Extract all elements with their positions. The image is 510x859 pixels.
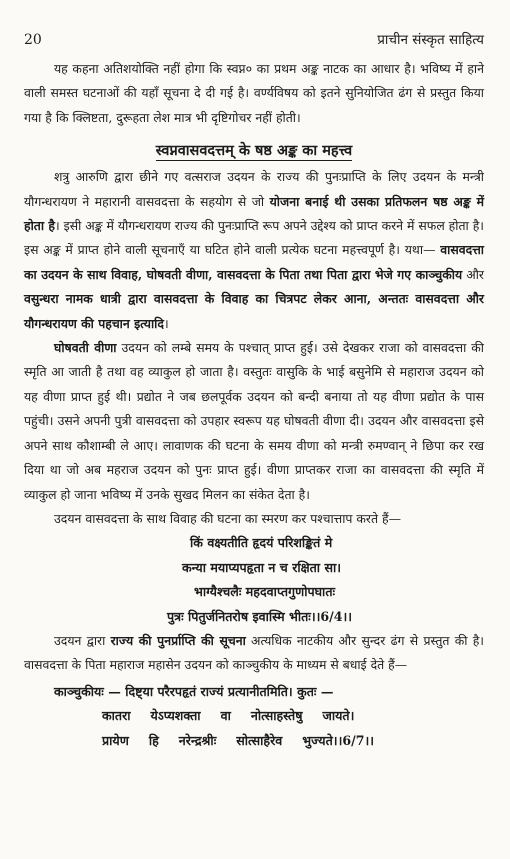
paragraph-kingdom (24, 629, 484, 678)
verse-line (24, 704, 484, 728)
verse-word: नोत्साहस्तेषु (250, 708, 303, 724)
paragraph-veena (24, 336, 484, 507)
verse-word: प्रायेण (102, 732, 129, 748)
bold-run: राज्य की पुनर्प्राप्ति की सूचना (110, 632, 246, 648)
verse-line: पुत्रः पितुर्जनितरोष इवास्मि भीतः।।6/4।। (167, 608, 353, 624)
verse-word: येऽप्यशक्ता (150, 708, 201, 724)
verse-word: कातरा (102, 708, 131, 724)
verse-word: जायते। (322, 708, 355, 724)
text-run: । (163, 315, 169, 331)
verse-line: किं वक्ष्यतीति हृदयं परिशङ्कितं मे (190, 535, 333, 551)
text-run: अत्यधिक नाटकीय और सुन्दर ढंग से प्रस्तुत की है। वासवदत्ता के पिता महाराज महासेन उदयन को काञ्चुकीय के माध्यम से बधाई देते हैं— (24, 632, 484, 673)
paragraph-plot (24, 165, 484, 336)
bold-run: वसुन्धरा नामक धात्री द्वारा वासवदत्ता के विवाह का चित्रपट लेकर आना, अन्ततः वासवदत्ता और यौगन्धरायण की पहचान इत्यादि (24, 291, 484, 331)
bold-run: घोषवती वीणा (54, 340, 117, 356)
text-run: और (462, 266, 484, 282)
verse-block-6-7 (24, 704, 484, 753)
bold-run: वासवदत्ता का उदयन के साथ विवाह, घोषवती वीणा, वासवदत्ता के पिता तथा पिता द्वारा भेजे गए काञ्चुकीय (24, 242, 484, 282)
verse-line (24, 729, 484, 753)
verse-word: हि (148, 732, 159, 748)
section-heading (24, 140, 484, 162)
page-header (24, 30, 484, 48)
section-heading-text: स्वप्नवासवदत्तम् के षष्ठ अङ्क का महत्त्व (155, 142, 353, 160)
verse-word: भुज्यते।।6/7।। (302, 732, 375, 748)
text-run: उदयन द्वारा (54, 632, 111, 648)
text-run: । इसी अङ्क में यौगन्धरायण राज्य की पुनःप्राप्ति रूप अपने उद्देश्य को प्राप्त करने में सफल होता है। इस अङ्क में प्राप्त होने वाली सूचनाएँ या घटित होने वाली प्रत्येक घटना महत्त्वपूर्ण है। यथा— (24, 218, 484, 258)
verse-word: नरेन्द्रश्रीः (178, 732, 217, 748)
verse-word: सोत्साहैरेव (236, 732, 283, 748)
paragraph-remorse: उदयन वासवदत्ता के साथ विवाह की घटना का स्मरण कर पश्चात्ताप करते हैं— (54, 510, 401, 526)
page-number: 20 (24, 32, 42, 48)
dialogue-line: काञ्चुकीयः — दिष्ट्या परैरपहृतं राज्यं प्रत्यानीतमिति। कुतः — (54, 683, 334, 699)
intro-paragraph: यह कहना अतिशयोक्ति नहीं होगा कि स्वप्न० का प्रथम अङ्क नाटक का आधार है। भविष्य में हाने वाली समस्त घटनाओं की यहाँ सूचना दे दी गई है। वर्ण्यविषय को इतने सुनियोजित ढंग से प्रस्तुत किया गया है कि क्लिष्टता, दुरूहता लेश मात्र भी दृष्टिगोचर नहीं होती। (24, 61, 484, 125)
verse-line: कन्या मयाप्यपहृता न च रक्षिता सा। (182, 559, 342, 575)
verse-block-6-4 (24, 531, 484, 629)
text-run: शत्रु आरुणि द्वारा छीने गए वत्सराज उदयन के राज्य की पुनःप्राप्ति के लिए उदयन के मन्त्री यौगन्धरायण ने महारानी वासवदत्ता के सहयोग से जो (24, 169, 484, 209)
running-title: प्राचीन संस्कृत साहित्य (377, 32, 484, 48)
verse-line: भाग्यैश्चलैः महदवाप्तगुणोपघातः (194, 584, 336, 600)
text-run: उदयन को लम्बे समय के पश्चात् प्राप्त हुई। उसे देखकर राजा को वासवदत्ता की स्मृति आ जाती है तथा वह व्याकुल हो जाता है। वस्तुतः वासुकि के भाई बसुनेमि से महाराज उदयन को यह वीणा प्राप्त हुई थी। प्रद्योत ने जब छलपूर्वक उदयन को बन्दी बनाया तो यह वीणा प्रद्योत के पास पहुंची। उसने अपनी पुत्री वासवदत्ता को उपहार स्वरूप यह घोषवती वीणा दी। उदयन और वासवदत्ता इसे अपने साथ कौशाम्बी ले आए। लावाणक की घटना के समय वीणा को मन्त्री रुमण्वान् ने छिपा कर रख दिया था जो अब महराज उदयन को पुनः प्राप्त हुई। वीणा प्राप्तकर राजा का वासवदत्ता की स्मृति में व्याकुल हो जाना भविष्य में उनके सुखद मिलन का संकेत देता है। (24, 340, 485, 502)
verse-word: वा (220, 708, 231, 724)
bold-run: योजना बनाई थी उसका प्रतिफलन षष्ठ अङ्क में होता है (24, 193, 484, 234)
